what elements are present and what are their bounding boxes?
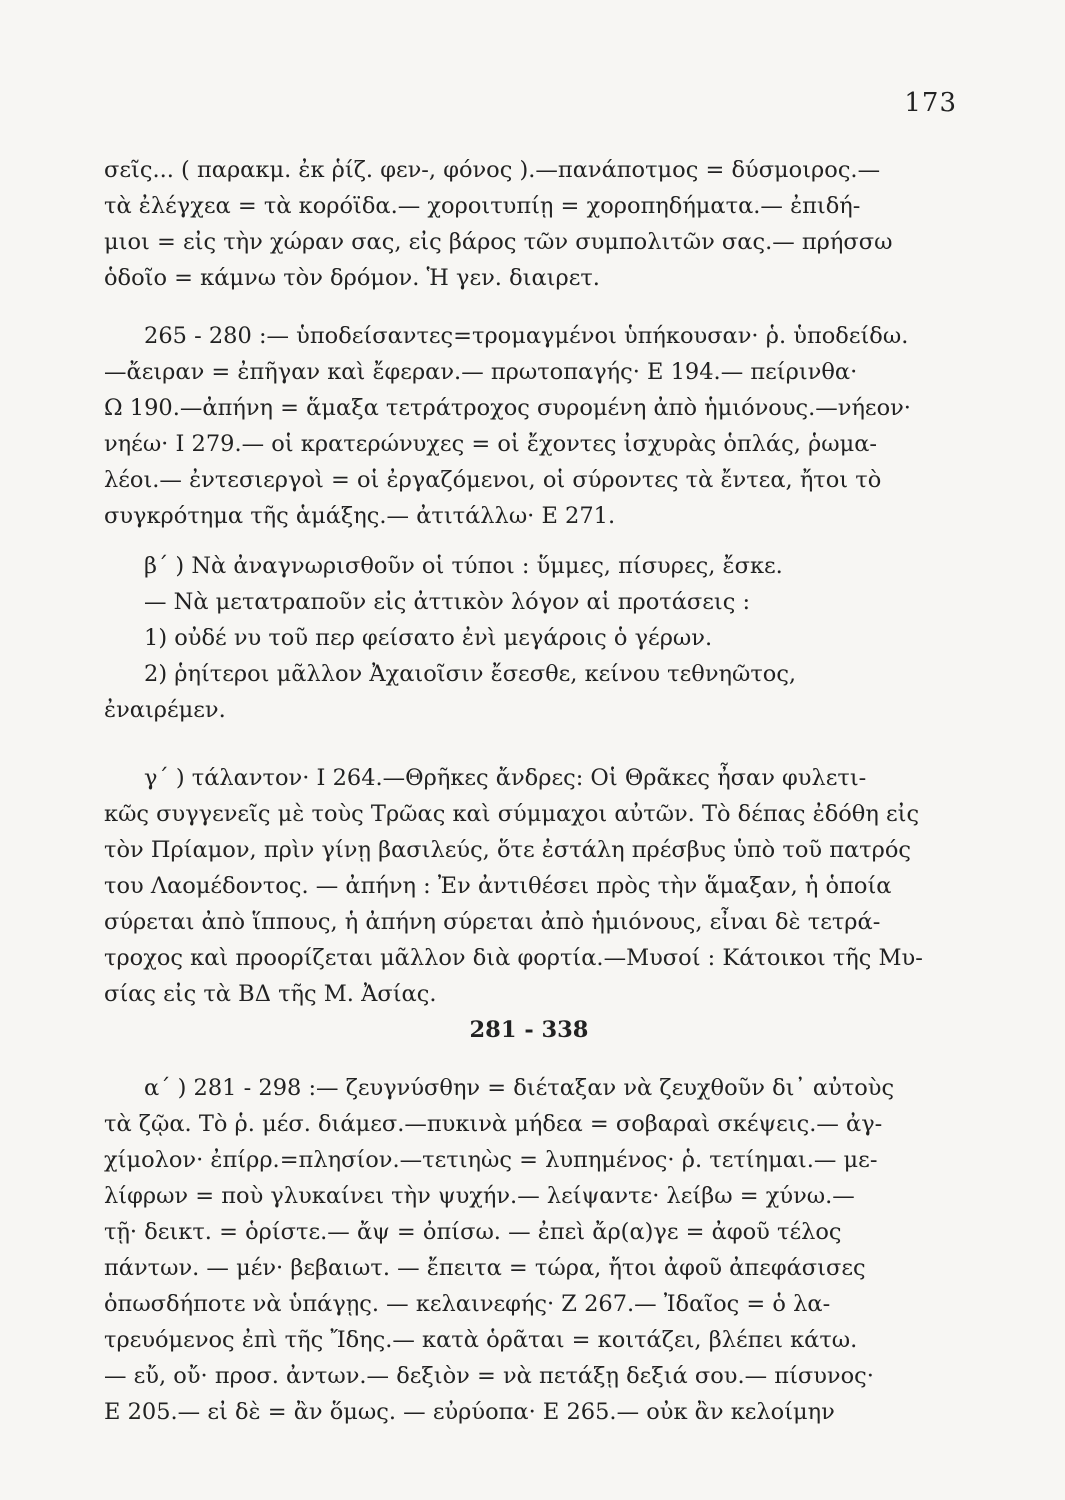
text-line: ὁδοῖο = κάμνω τὸν δρόμον. Ἡ γεν. διαιρετ. [104, 265, 600, 291]
text-line: σύρεται ἀπὸ ἵππους, ἡ ἀπήνη σύρεται ἀπὸ ἡμιόνους, εἶναι δὲ τετρά- [104, 909, 881, 935]
text-line: τὰ ζῷα. Τὸ ῥ. μέσ. διάμεσ.—πυκινὰ μήδεα = σοβαραὶ σκέψεις.— ἀγ- [104, 1111, 883, 1137]
text-line: χίμολον· ἐπίρρ.=πλησίον.—τετιηὼς = λυπημένος· ῥ. τετίημαι.— με- [104, 1147, 878, 1173]
text-line: λίφρων = ποὺ γλυκαίνει τὴν ψυχήν.— λείψαντε· λείβω = χύνω.— [104, 1183, 855, 1209]
text-line: συγκρότημα τῆς ἁμάξης.— ἀτιτάλλω· Ε 271. [104, 503, 616, 529]
paragraph-1 [104, 152, 954, 296]
text-line: πάντων. — μέν· βεβαιωτ. — ἔπειτα = τώρα, ἤτοι ἀφοῦ ἀπεφάσισες [104, 1255, 866, 1281]
text-line: — Νὰ μετατραποῦν εἰς ἀττικὸν λόγον αἱ προτάσεις : [144, 589, 751, 615]
paragraph-4 [104, 760, 954, 1012]
text-line: τῇ· δεικτ. = ὁρίστε.— ἄψ = ὀπίσω. — ἐπεὶ ἄρ(α)γε = ἀφοῦ τέλος [104, 1219, 842, 1245]
text-line: 2) ῥηίτεροι μᾶλλον Ἀχαιοῖσιν ἔσεσθε, κείνου τεθνηῶτος, [144, 661, 797, 687]
text-line: σίας εἰς τὰ ΒΔ τῆς Μ. Ἀσίας. [104, 981, 437, 1007]
text-line: γ΄ ) τάλαντον· Ι 264.—Θρῆκες ἄνδρες: Οἱ Θρᾶκες ἦσαν φυλετι- [144, 765, 867, 791]
text-line: ὁπωσδήποτε νὰ ὑπάγῃς. — κελαινεφής· Ζ 267.— Ἰδαῖος = ὁ λα- [104, 1291, 831, 1317]
text-line: β΄ ) Νὰ ἀναγνωρισθοῦν οἱ τύποι : ὕμμες, πίσυρες, ἔσκε. [144, 553, 783, 579]
section-heading [104, 1012, 954, 1048]
paragraph-2 [104, 318, 954, 534]
page-number: 173 [904, 88, 957, 118]
text-line: κῶς συγγενεῖς μὲ τοὺς Τρῶας καὶ σύμμαχοι αὐτῶν. Τὸ δέπας ἐδόθη εἰς [104, 801, 920, 827]
text-line: του Λαομέδοντος. — ἀπήνη : Ἐν ἀντιθέσει πρὸς τὴν ἅμαξαν, ἡ ὁποία [104, 873, 892, 899]
text-line: —ἄειραν = ἐπῆγαν καὶ ἔφεραν.— πρωτοπαγής· Ε 194.— πείρινθα· [104, 359, 858, 385]
text-line: σεῖς... ( παρακμ. ἐκ ῥίζ. φεν-, φόνος ).—πανάποτμος = δύσμοιρος.— [104, 157, 881, 183]
text-line: τὸν Πρίαμον, πρὶν γίνῃ βασιλεύς, ὅτε ἐστάλη πρέσβυς ὑπὸ τοῦ πατρός [104, 837, 912, 863]
text-line: 1) οὐδέ νυ τοῦ περ φείσατο ἐνὶ μεγάροις ὁ γέρων. [144, 625, 713, 651]
text-line: τροχος καὶ προορίζεται μᾶλλον διὰ φορτία.—Μυσοί : Κάτοικοι τῆς Μυ- [104, 945, 923, 971]
text-line: λέοι.— ἐντεσιεργοὶ = οἱ ἐργαζόμενοι, οἱ σύροντες τὰ ἔντεα, ἤτοι τὸ [104, 467, 882, 493]
paragraph-5 [104, 1070, 954, 1430]
text-line: τὰ ἐλέγχεα = τὰ κορόϊδα.— χοροιτυπίῃ = χοροπηδήματα.— ἐπιδή- [104, 193, 861, 219]
text-line: α΄ ) 281 - 298 :— ζευγνύσθην = διέταξαν νὰ ζευχθοῦν δι᾿ αὐτοὺς [144, 1075, 895, 1101]
text-line: τρευόμενος ἐπὶ τῆς Ἴδης.— κατὰ ὁρᾶται = κοιτάζει, βλέπει κάτω. [104, 1327, 858, 1353]
section-heading-text: 281 - 338 [469, 1017, 589, 1043]
paragraph-3 [104, 548, 954, 728]
text-line: 265 - 280 :— ὑποδείσαντες=τρομαγμένοι ὑπήκουσαν· ῥ. ὑποδείδω. [144, 323, 909, 349]
text-line: μιοι = εἰς τὴν χώραν σας, εἰς βάρος τῶν συμπολιτῶν σας.— πρήσσω [104, 229, 893, 255]
text-line: ἐναιρέμεν. [104, 697, 226, 723]
text-line: Ω 190.—ἀπήνη = ἅμαξα τετράτροχος συρομένη ἀπὸ ἡμιόνους.—νήεον· [104, 395, 911, 421]
text-line: — εὔ, οὔ· προσ. ἀντων.— δεξιὸν = νὰ πετάξῃ δεξιά σου.— πίσυνος· [104, 1363, 874, 1389]
text-line: νηέω· Ι 279.— οἱ κρατερώνυχες = οἱ ἔχοντες ἰσχυρὰς ὁπλάς, ῥωμα- [104, 431, 878, 457]
text-line: Ε 205.— εἰ δὲ = ἂν ὅμως. — εὐρύοπα· Ε 265.— οὐκ ἂν κελοίμην [104, 1399, 835, 1425]
